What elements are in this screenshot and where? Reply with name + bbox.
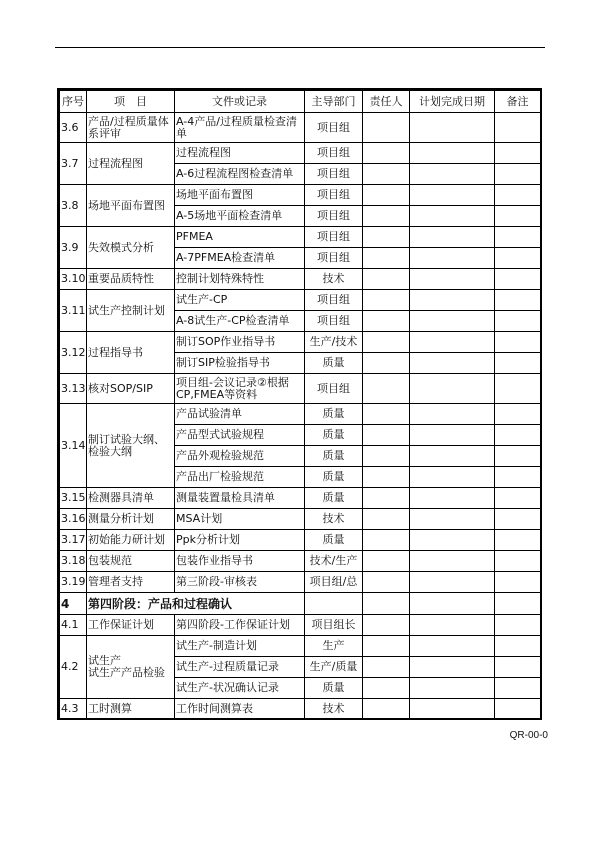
responsible-cell xyxy=(363,404,410,425)
responsible-cell xyxy=(363,657,410,678)
responsible-cell xyxy=(363,185,410,206)
responsible-cell xyxy=(363,113,410,143)
due-date-cell xyxy=(410,143,495,164)
remarks-cell xyxy=(495,164,541,185)
row-item: 测量分析计划 xyxy=(87,509,175,530)
record-cell: 产品外观检验规范 xyxy=(175,446,305,467)
responsible-cell xyxy=(363,353,410,374)
remarks-cell xyxy=(495,446,541,467)
row-number: 3.16 xyxy=(60,509,87,530)
department-cell: 项目组 xyxy=(305,185,363,206)
form-code: QR-00-0 xyxy=(509,730,548,741)
row-number: 4.3 xyxy=(60,699,87,720)
row-item: 试生产控制计划 xyxy=(87,290,175,332)
due-date-cell xyxy=(410,374,495,404)
department-cell: 质量 xyxy=(305,425,363,446)
department-cell: 技术 xyxy=(305,509,363,530)
record-cell: 产品试验清单 xyxy=(175,404,305,425)
responsible-cell xyxy=(363,206,410,227)
due-date-cell xyxy=(410,311,495,332)
due-date-cell xyxy=(410,113,495,143)
row-number: 3.13 xyxy=(60,374,87,404)
table-row xyxy=(60,404,541,425)
row-item: 管理者支持 xyxy=(87,572,175,593)
table-row xyxy=(60,143,541,164)
responsible-cell xyxy=(363,374,410,404)
plan-table xyxy=(59,90,541,720)
department-cell: 质量 xyxy=(305,404,363,425)
row-number: 3.17 xyxy=(60,530,87,551)
table-row xyxy=(60,699,541,720)
responsible-cell xyxy=(363,678,410,699)
record-cell: Ppk分析计划 xyxy=(175,530,305,551)
row-item: 场地平面布置图 xyxy=(87,185,175,227)
responsible-cell xyxy=(363,572,410,593)
table-row xyxy=(60,530,541,551)
department-cell: 项目组 xyxy=(305,311,363,332)
remarks-cell xyxy=(495,530,541,551)
remarks-cell xyxy=(495,636,541,657)
department-cell: 技术 xyxy=(305,699,363,720)
due-date-cell xyxy=(410,657,495,678)
due-date-cell xyxy=(410,248,495,269)
header-cell: 备注 xyxy=(495,91,541,113)
row-item: 包装规范 xyxy=(87,551,175,572)
record-cell: A-8试生产-CP检查清单 xyxy=(175,311,305,332)
remarks-cell xyxy=(495,113,541,143)
header-cell: 主导部门 xyxy=(305,91,363,113)
row-item: 核对SOP/SIP xyxy=(87,374,175,404)
remarks-cell xyxy=(495,290,541,311)
remarks-cell xyxy=(495,269,541,290)
responsible-cell xyxy=(363,425,410,446)
due-date-cell xyxy=(410,206,495,227)
row-item: 过程流程图 xyxy=(87,143,175,185)
remarks-cell xyxy=(495,227,541,248)
responsible-cell xyxy=(363,227,410,248)
due-date-cell xyxy=(410,425,495,446)
row-item: 失效模式分析 xyxy=(87,227,175,269)
due-date-cell xyxy=(410,530,495,551)
remarks-cell xyxy=(495,467,541,488)
responsible-cell xyxy=(363,509,410,530)
row-number: 4.2 xyxy=(60,636,87,699)
department-cell: 项目组 xyxy=(305,290,363,311)
remarks-cell xyxy=(495,404,541,425)
department-cell: 质量 xyxy=(305,446,363,467)
row-number: 3.6 xyxy=(60,113,87,143)
section-row xyxy=(60,593,541,615)
record-cell: 测量装置量检具清单 xyxy=(175,488,305,509)
due-date-cell xyxy=(410,488,495,509)
due-date-cell xyxy=(410,699,495,720)
responsible-cell xyxy=(363,248,410,269)
table-row xyxy=(60,636,541,657)
department-cell: 质量 xyxy=(305,488,363,509)
table-row xyxy=(60,269,541,290)
row-item: 过程指导书 xyxy=(87,332,175,374)
plan-table-frame xyxy=(57,88,542,720)
record-cell: 产品型式试验规程 xyxy=(175,425,305,446)
record-cell: 包装作业指导书 xyxy=(175,551,305,572)
empty-cell xyxy=(410,593,495,615)
record-cell: A-5场地平面检查清单 xyxy=(175,206,305,227)
row-number: 3.11 xyxy=(60,290,87,332)
responsible-cell xyxy=(363,269,410,290)
responsible-cell xyxy=(363,615,410,636)
row-item: 试生产 试生产产品检验 xyxy=(87,636,175,699)
due-date-cell xyxy=(410,615,495,636)
row-item: 工作保证计划 xyxy=(87,615,175,636)
department-cell: 项目组 xyxy=(305,206,363,227)
section-number: 4 xyxy=(60,593,87,615)
department-cell: 生产 xyxy=(305,636,363,657)
table-row xyxy=(60,551,541,572)
department-cell: 质量 xyxy=(305,467,363,488)
remarks-cell xyxy=(495,699,541,720)
remarks-cell xyxy=(495,311,541,332)
responsible-cell xyxy=(363,636,410,657)
header-rule xyxy=(55,47,545,48)
department-cell: 项目组 xyxy=(305,374,363,404)
due-date-cell xyxy=(410,572,495,593)
table-row xyxy=(60,509,541,530)
table-row xyxy=(60,615,541,636)
due-date-cell xyxy=(410,636,495,657)
remarks-cell xyxy=(495,509,541,530)
responsible-cell xyxy=(363,488,410,509)
department-cell: 项目组长 xyxy=(305,615,363,636)
row-number: 3.10 xyxy=(60,269,87,290)
department-cell: 项目组 xyxy=(305,143,363,164)
department-cell: 生产/质量 xyxy=(305,657,363,678)
header-cell: 序号 xyxy=(60,91,87,113)
row-number: 3.12 xyxy=(60,332,87,374)
row-item: 检测器具清单 xyxy=(87,488,175,509)
due-date-cell xyxy=(410,332,495,353)
empty-cell xyxy=(363,593,410,615)
empty-cell xyxy=(305,593,363,615)
remarks-cell xyxy=(495,374,541,404)
department-cell: 项目组 xyxy=(305,248,363,269)
row-number: 3.18 xyxy=(60,551,87,572)
record-cell: 试生产-制造计划 xyxy=(175,636,305,657)
row-number: 3.15 xyxy=(60,488,87,509)
responsible-cell xyxy=(363,551,410,572)
row-number: 3.14 xyxy=(60,404,87,488)
table-row xyxy=(60,332,541,353)
table-body xyxy=(60,113,541,720)
responsible-cell xyxy=(363,446,410,467)
table-row xyxy=(60,488,541,509)
due-date-cell xyxy=(410,551,495,572)
due-date-cell xyxy=(410,185,495,206)
remarks-cell xyxy=(495,488,541,509)
record-cell: A-6过程流程图检查清单 xyxy=(175,164,305,185)
department-cell: 项目组 xyxy=(305,164,363,185)
remarks-cell xyxy=(495,657,541,678)
due-date-cell xyxy=(410,269,495,290)
record-cell: 制订SOP作业指导书 xyxy=(175,332,305,353)
row-item: 初始能力研计划 xyxy=(87,530,175,551)
department-cell: 质量 xyxy=(305,353,363,374)
section-title: 第四阶段：产品和过程确认 xyxy=(87,593,305,615)
table-row xyxy=(60,572,541,593)
header-cell: 文件或记录 xyxy=(175,91,305,113)
row-item: 工时测算 xyxy=(87,699,175,720)
responsible-cell xyxy=(363,530,410,551)
remarks-cell xyxy=(495,143,541,164)
row-number: 3.19 xyxy=(60,572,87,593)
remarks-cell xyxy=(495,206,541,227)
responsible-cell xyxy=(363,467,410,488)
department-cell: 项目组 xyxy=(305,227,363,248)
due-date-cell xyxy=(410,678,495,699)
header-cell: 项 目 xyxy=(87,91,175,113)
department-cell: 质量 xyxy=(305,678,363,699)
department-cell: 技术/生产 xyxy=(305,551,363,572)
row-item: 重要品质特性 xyxy=(87,269,175,290)
table-row xyxy=(60,185,541,206)
responsible-cell xyxy=(363,143,410,164)
due-date-cell xyxy=(410,353,495,374)
record-cell: 第四阶段-工作保证计划 xyxy=(175,615,305,636)
record-cell: 控制计划特殊特性 xyxy=(175,269,305,290)
record-cell: PFMEA xyxy=(175,227,305,248)
row-item: 产品/过程质量体系评审 xyxy=(87,113,175,143)
due-date-cell xyxy=(410,509,495,530)
row-number: 3.7 xyxy=(60,143,87,185)
row-number: 3.8 xyxy=(60,185,87,227)
remarks-cell xyxy=(495,425,541,446)
record-cell: 试生产-过程质量记录 xyxy=(175,657,305,678)
department-cell: 项目组/总 xyxy=(305,572,363,593)
header-cell: 计划完成日期 xyxy=(410,91,495,113)
record-cell: 制订SIP检验指导书 xyxy=(175,353,305,374)
table-row xyxy=(60,113,541,143)
record-cell: 试生产-状况确认记录 xyxy=(175,678,305,699)
due-date-cell xyxy=(410,290,495,311)
due-date-cell xyxy=(410,467,495,488)
table-header-row xyxy=(60,91,541,113)
due-date-cell xyxy=(410,227,495,248)
record-cell: MSA计划 xyxy=(175,509,305,530)
record-cell: 产品出厂检验规范 xyxy=(175,467,305,488)
row-number: 4.1 xyxy=(60,615,87,636)
responsible-cell xyxy=(363,332,410,353)
due-date-cell xyxy=(410,446,495,467)
record-cell: 试生产-CP xyxy=(175,290,305,311)
header-cell: 责任人 xyxy=(363,91,410,113)
record-cell: 场地平面布置图 xyxy=(175,185,305,206)
table-row xyxy=(60,374,541,404)
department-cell: 质量 xyxy=(305,530,363,551)
responsible-cell xyxy=(363,699,410,720)
remarks-cell xyxy=(495,572,541,593)
record-cell: 过程流程图 xyxy=(175,143,305,164)
table-row xyxy=(60,290,541,311)
remarks-cell xyxy=(495,185,541,206)
due-date-cell xyxy=(410,404,495,425)
department-cell: 项目组 xyxy=(305,113,363,143)
remarks-cell xyxy=(495,678,541,699)
remarks-cell xyxy=(495,551,541,572)
remarks-cell xyxy=(495,353,541,374)
responsible-cell xyxy=(363,164,410,185)
row-number: 3.9 xyxy=(60,227,87,269)
remarks-cell xyxy=(495,248,541,269)
table-row xyxy=(60,227,541,248)
empty-cell xyxy=(495,593,541,615)
remarks-cell xyxy=(495,615,541,636)
responsible-cell xyxy=(363,290,410,311)
department-cell: 技术 xyxy=(305,269,363,290)
row-item: 制订试验大纲、检验大纲 xyxy=(87,404,175,488)
record-cell: 工作时间测算表 xyxy=(175,699,305,720)
record-cell: A-7PFMEA检查清单 xyxy=(175,248,305,269)
department-cell: 生产/技术 xyxy=(305,332,363,353)
record-cell: 项目组-会议记录②根据CP,FMEA等资料 xyxy=(175,374,305,404)
due-date-cell xyxy=(410,164,495,185)
record-cell: 第三阶段-审核表 xyxy=(175,572,305,593)
record-cell: A-4产品/过程质量检查清单 xyxy=(175,113,305,143)
responsible-cell xyxy=(363,311,410,332)
remarks-cell xyxy=(495,332,541,353)
